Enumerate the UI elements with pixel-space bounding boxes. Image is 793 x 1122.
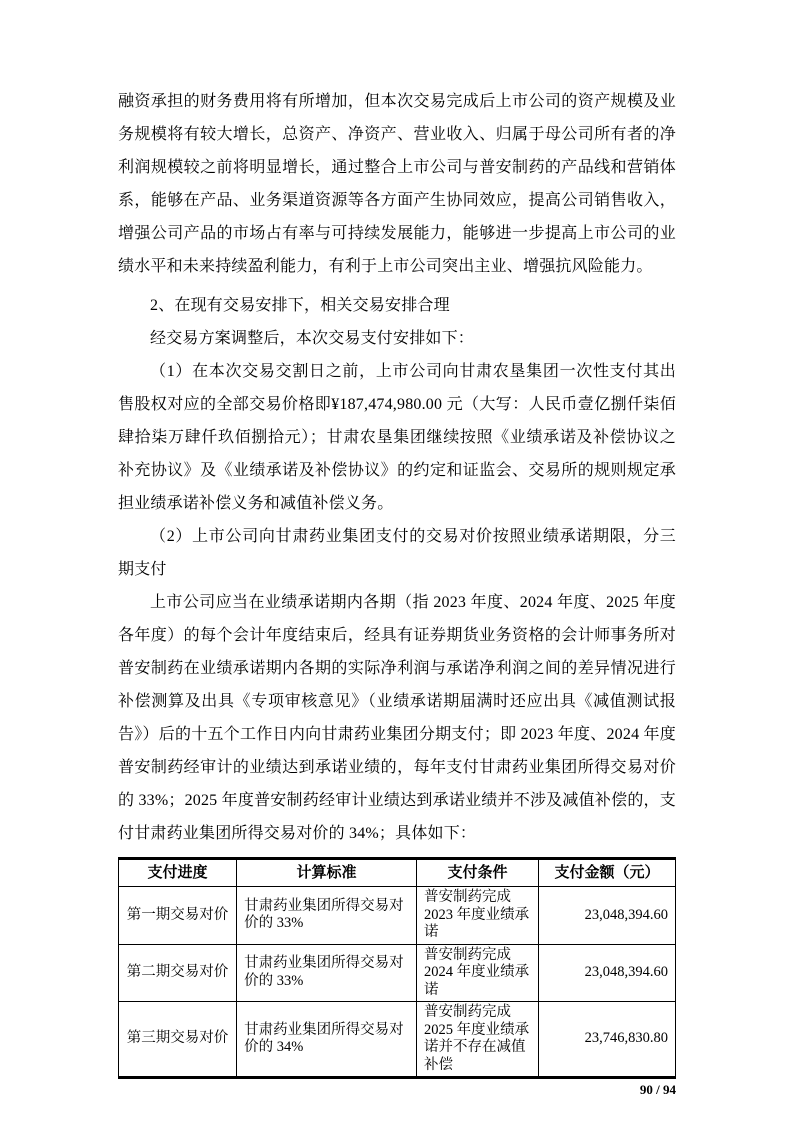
payment-schedule-table [118,857,676,1079]
cell-progress: 第一期交易对价 [119,887,237,945]
cell-condition: 普安制药完成 2025 年度业绩承诺并不存在减值补偿 [416,1002,538,1078]
table-row [119,1002,676,1078]
cell-standard: 甘肃药业集团所得交易对价的 33% [237,944,417,1002]
paragraph-intro: 经交易方案调整后，本次交易支付安排如下： [150,330,475,347]
table-row [119,944,676,1002]
column-header-condition: 支付条件 [416,859,538,887]
paragraph-continuation: 融资承担的财务费用将有所增加，但本次交易完成后上市公司的资产规模及业务规模将有较大增长，总资产、净资产、营业收入、归属于母公司所有者的净利润规模较之前将明显增长，通过整合上市公司与普安制药的产品线和营销体系，能够在产品、业务渠道资源等各方面产生协同效应，提高公司销售收入，增强公司产品的市场占有率与可持续发展能力，能够进一步提高上市公司的业绩水平和未来持续盈利能力，有利于上市公司突出主业、增强抗风险能力。 [118,93,676,275]
column-header-progress: 支付进度 [119,859,237,887]
cell-amount: 23,746,830.80 [538,1002,675,1078]
column-header-standard: 计算标准 [237,859,417,887]
paragraph-detail: 上市公司应当在业绩承诺期内各期（指 2023 年度、2024 年度、2025 年度各年度）的每个会计年度结束后，经具有证券期货业务资格的会计师事务所对普安制药在业绩承诺期内各期的实际净利润与承诺净利润之间的差异情况进行补偿测算及出具《专项审核意见》（业绩承诺期届满时还应出具《减值测试报告》）后的十五个工作日内向甘肃药业集团分期支付；即 2023 年度、2024 年度普安制药经审计的业绩达到承诺业绩的，每年支付甘肃药业集团所得交易对价的 33%；2025 年度普安制药经审计业绩达到承诺业绩并不涉及减值补偿的，支付甘肃药业集团所得交易对价的 34%；具体如下： [118,594,676,842]
page-number: 90 / 94 [639,1082,676,1097]
cell-progress: 第三期交易对价 [119,1002,237,1078]
cell-progress: 第二期交易对价 [119,944,237,1002]
table-header-row [119,859,676,887]
paragraph-item-1: （1）在本次交易交割日之前，上市公司向甘肃农垦集团一次性支付其出售股权对应的全部交易价格即¥187,474,980.00 元（大写：人民币壹亿捌仟柒佰肆拾柒万肆仟玖佰捌拾元）；甘肃农垦集团继续按照《业绩承诺及补偿协议之补充协议》及《业绩承诺及补偿协议》的约定和证监会、交易所的规则规定承担业绩承诺补偿义务和减值补偿义务。 [118,363,676,512]
table-row [119,887,676,945]
cell-condition: 普安制药完成 2023 年度业绩承诺 [416,887,538,945]
cell-condition: 普安制药完成 2024 年度业绩承诺 [416,944,538,1002]
cell-amount: 23,048,394.60 [538,887,675,945]
cell-standard: 甘肃药业集团所得交易对价的 34% [237,1002,417,1078]
section-heading: 2、在现有交易安排下，相关交易安排合理 [150,297,450,314]
paragraph-item-2: （2）上市公司向甘肃药业集团支付的交易对价按照业绩承诺期限，分三期支付 [118,528,676,578]
cell-standard: 甘肃药业集团所得交易对价的 33% [237,887,417,945]
column-header-amount: 支付金额（元） [538,859,675,887]
cell-amount: 23,048,394.60 [538,944,675,1002]
